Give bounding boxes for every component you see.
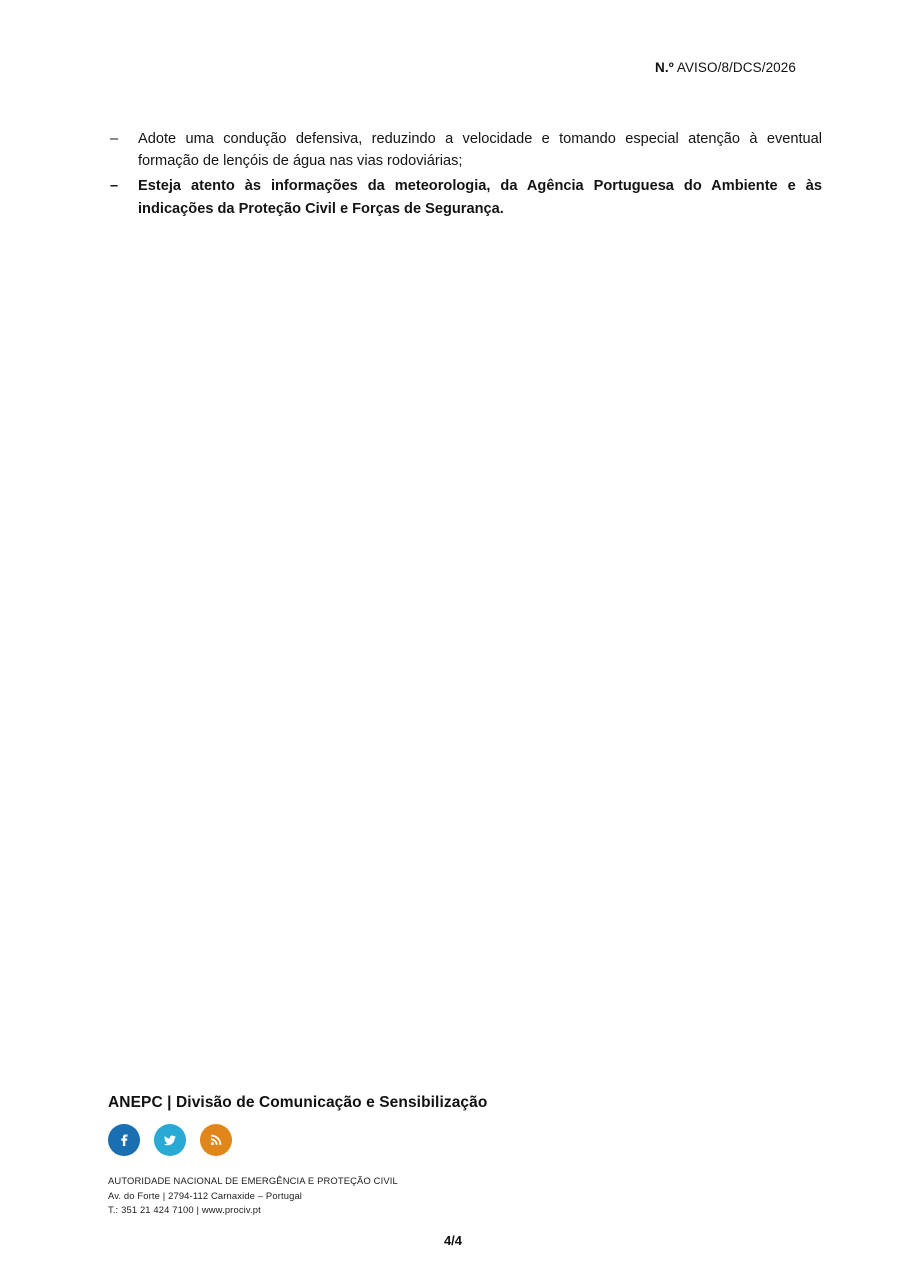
list-item-text: Esteja atento às informações da meteorologia, da Agência Portuguesa do Ambiente e às indicações da Proteção Civil e Forças de Segurança. [138, 178, 822, 217]
document-body [108, 128, 822, 223]
footer-contact: T.: 351 21 424 7100 | www.prociv.pt [108, 1204, 261, 1216]
document-footer [108, 1094, 822, 1218]
social-links [108, 1124, 822, 1156]
footer-address-block [108, 1174, 822, 1218]
list-item [108, 175, 822, 219]
footer-organization: AUTORIDADE NACIONAL DE EMERGÊNCIA E PROTEÇÃO CIVIL [108, 1175, 398, 1187]
document-reference-header [655, 60, 796, 75]
footer-address: Av. do Forte | 2794-112 Carnaxide – Portugal [108, 1189, 303, 1201]
list-item-text: Adote uma condução defensiva, reduzindo a velocidade e tomando especial atenção à eventual formação de lençóis de água nas vias rodoviárias; [138, 131, 822, 170]
facebook-icon[interactable] [108, 1124, 140, 1156]
rss-icon[interactable] [200, 1124, 232, 1156]
list-bullet-dash: – [110, 131, 119, 147]
recommendation-list [108, 128, 822, 220]
document-reference-value: AVISO/8/DCS/2026 [673, 60, 796, 75]
twitter-icon[interactable] [154, 1124, 186, 1156]
list-bullet-dash: – [110, 178, 119, 195]
footer-department-title: ANEPC | Divisão de Comunicação e Sensibilização [108, 1094, 488, 1112]
document-reference-prefix: N.º [655, 60, 674, 75]
page-number: 4/4 [443, 1233, 463, 1248]
list-item [108, 128, 822, 172]
